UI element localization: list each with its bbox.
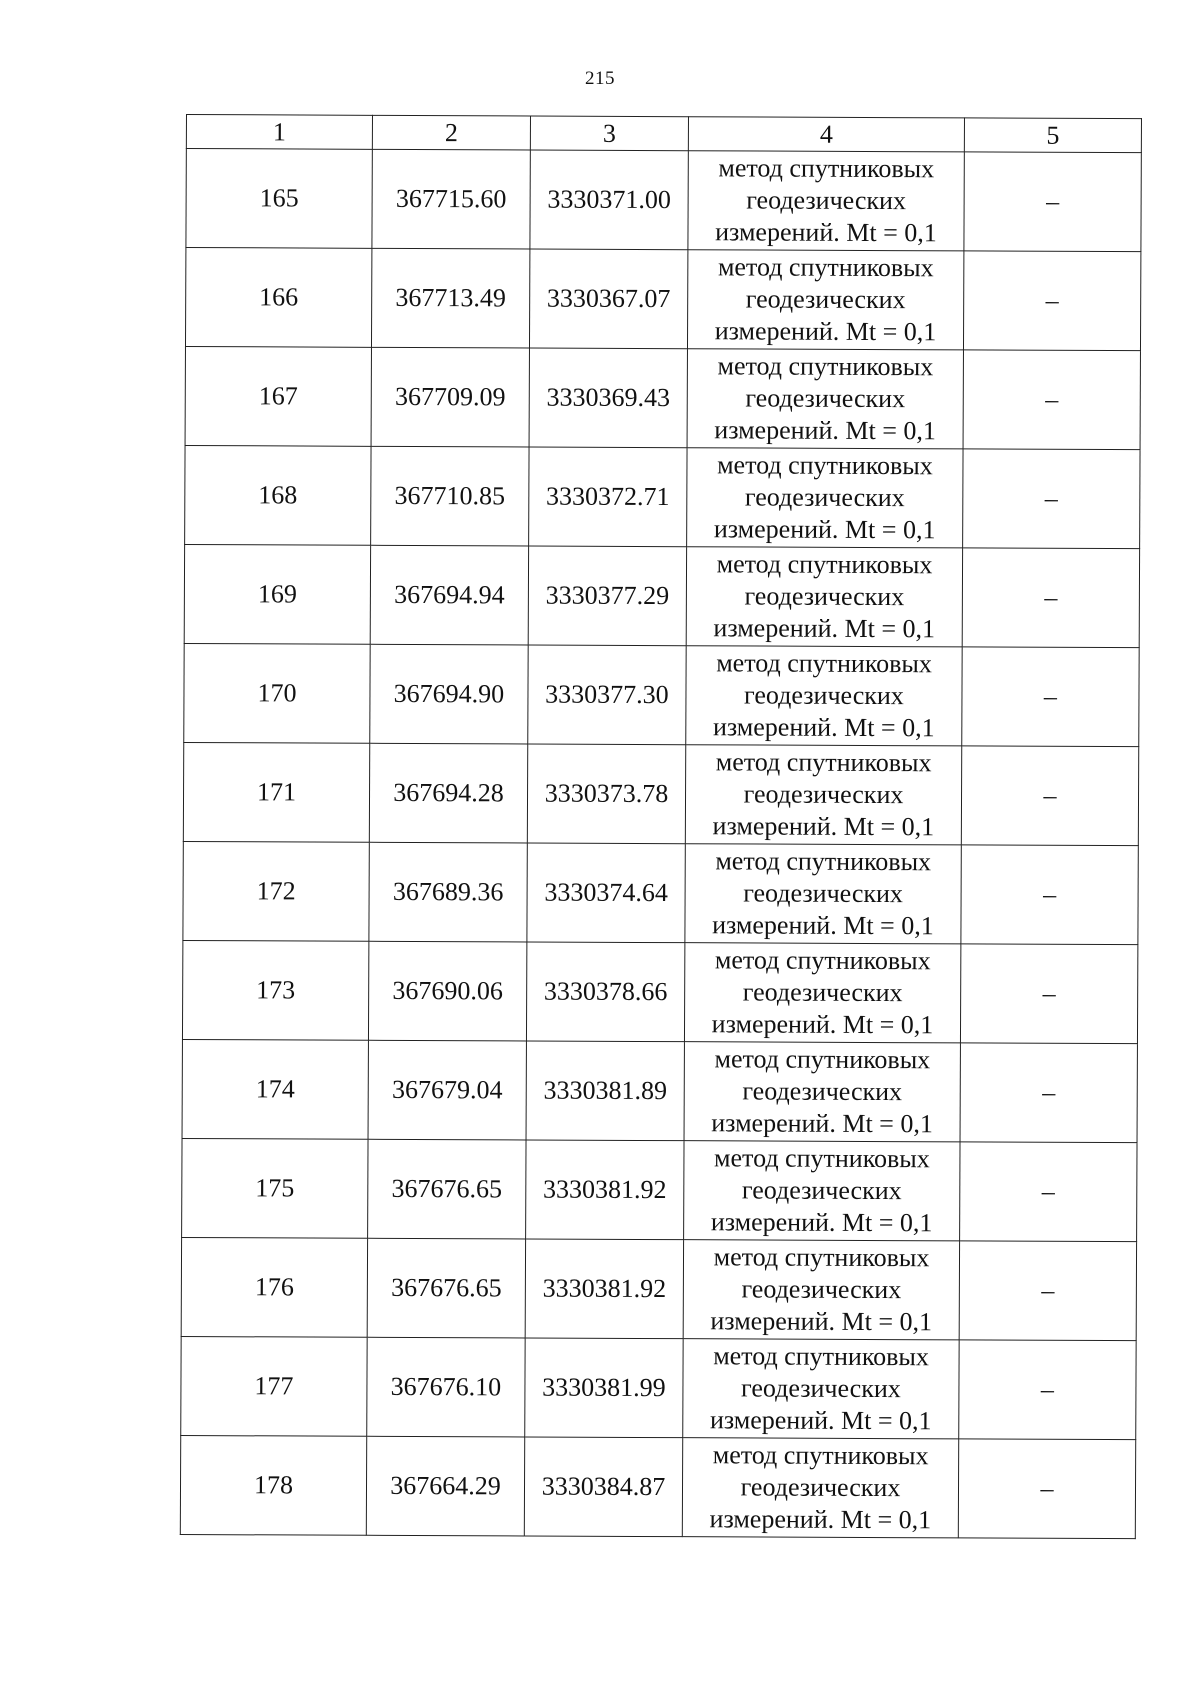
header-col-2: 2 — [372, 115, 530, 150]
note-cell: – — [963, 449, 1140, 549]
y-coordinate-cell: 3330377.29 — [528, 546, 686, 646]
method-line: измерений. Mt = 0,1 — [709, 1504, 932, 1535]
method-cell — [683, 1339, 959, 1439]
table-row — [185, 248, 1140, 351]
method-cell — [688, 151, 964, 251]
method-line: метод спутниковых — [714, 945, 931, 976]
note-cell: – — [958, 1439, 1135, 1539]
note-cell: – — [962, 548, 1139, 648]
method-line: геодезических — [743, 878, 904, 909]
table-row — [181, 1336, 1136, 1439]
method-cell — [684, 1141, 960, 1241]
method-cell — [685, 745, 961, 845]
method-line: геодезических — [745, 383, 906, 414]
note-cell: – — [961, 845, 1138, 945]
method-line: измерений. Mt = 0,1 — [710, 1207, 933, 1238]
table-row — [182, 1138, 1137, 1241]
method-line: геодезических — [743, 779, 904, 810]
header-col-4: 4 — [688, 117, 964, 152]
method-line: геодезических — [742, 1076, 903, 1107]
table-row — [180, 1435, 1135, 1538]
x-coordinate-cell: 367664.29 — [366, 1436, 524, 1536]
x-coordinate-cell: 367715.60 — [372, 149, 530, 249]
note-cell: – — [963, 251, 1140, 351]
method-line: метод спутниковых — [716, 549, 933, 580]
x-coordinate-cell: 367713.49 — [371, 248, 529, 348]
method-line: измерений. Mt = 0,1 — [715, 217, 937, 248]
method-cell — [684, 1042, 960, 1142]
table-row — [183, 742, 1138, 845]
y-coordinate-cell: 3330371.00 — [530, 150, 688, 250]
method-cell — [687, 448, 963, 548]
y-coordinate-cell: 3330377.30 — [528, 645, 686, 745]
method-cell — [682, 1438, 958, 1538]
table-row — [185, 445, 1140, 548]
x-coordinate-cell: 367676.65 — [368, 1139, 526, 1239]
point-number-cell: 170 — [184, 643, 370, 743]
y-coordinate-cell: 3330381.92 — [525, 1239, 683, 1339]
y-coordinate-cell: 3330373.78 — [527, 744, 685, 844]
x-coordinate-cell: 367694.90 — [370, 644, 528, 744]
method-line: геодезических — [746, 185, 907, 216]
point-number-cell: 166 — [185, 248, 371, 348]
note-cell: – — [960, 944, 1137, 1044]
table-row — [185, 346, 1140, 449]
point-number-cell: 169 — [184, 544, 370, 644]
point-number-cell: 176 — [181, 1237, 367, 1337]
method-line: измерений. Mt = 0,1 — [712, 811, 935, 842]
table-body — [180, 149, 1141, 1539]
x-coordinate-cell: 367709.09 — [371, 347, 529, 447]
table-row — [184, 544, 1139, 647]
table-row — [183, 841, 1138, 944]
y-coordinate-cell: 3330381.92 — [526, 1140, 684, 1240]
y-coordinate-cell: 3330384.87 — [524, 1437, 682, 1537]
table-header-row — [186, 115, 1141, 153]
header-col-1: 1 — [186, 115, 372, 150]
table-row — [186, 149, 1141, 252]
note-cell: – — [964, 152, 1141, 252]
method-cell — [684, 943, 960, 1043]
note-cell: – — [960, 1142, 1137, 1242]
x-coordinate-cell: 367676.65 — [367, 1238, 525, 1338]
page-number: 215 — [585, 68, 615, 89]
method-line: метод спутниковых — [717, 252, 934, 283]
method-line: метод спутниковых — [718, 153, 935, 184]
method-cell — [683, 1240, 959, 1340]
method-line: метод спутниковых — [713, 1341, 929, 1372]
method-line: метод спутниковых — [712, 1440, 929, 1471]
method-line: измерений. Mt = 0,1 — [711, 1009, 934, 1040]
method-line: измерений. Mt = 0,1 — [713, 613, 936, 644]
method-line: измерений. Mt = 0,1 — [712, 712, 935, 743]
table-row — [182, 1039, 1137, 1142]
x-coordinate-cell: 367710.85 — [371, 446, 529, 546]
method-line: геодезических — [740, 1472, 901, 1503]
method-line: геодезических — [742, 977, 903, 1008]
note-cell: – — [960, 1043, 1137, 1143]
method-line: геодезических — [744, 482, 905, 513]
coordinates-table — [180, 114, 1142, 1539]
method-line: измерений. Mt = 0,1 — [714, 316, 937, 347]
note-cell: – — [959, 1241, 1136, 1341]
y-coordinate-cell: 3330367.07 — [529, 249, 687, 349]
x-coordinate-cell: 367689.36 — [369, 842, 527, 942]
method-cell — [686, 547, 962, 647]
method-line: метод спутниковых — [715, 747, 932, 778]
table-row — [184, 643, 1139, 746]
method-line: измерений. Mt = 0,1 — [714, 415, 936, 446]
method-line: измерений. Mt = 0,1 — [713, 514, 936, 545]
x-coordinate-cell: 367694.28 — [369, 743, 527, 843]
method-line: измерений. Mt = 0,1 — [711, 1108, 933, 1139]
method-cell — [687, 349, 963, 449]
table-row — [181, 1237, 1136, 1340]
note-cell: – — [963, 350, 1140, 450]
point-number-cell: 171 — [183, 742, 369, 842]
point-number-cell: 173 — [182, 940, 368, 1040]
y-coordinate-cell: 3330378.66 — [526, 942, 684, 1042]
table-row — [182, 940, 1137, 1043]
y-coordinate-cell: 3330381.99 — [525, 1338, 683, 1438]
method-line: метод спутниковых — [716, 648, 933, 679]
method-cell — [686, 646, 962, 746]
method-line: измерений. Mt = 0,1 — [710, 1306, 933, 1337]
point-number-cell: 178 — [180, 1435, 366, 1535]
method-cell — [685, 844, 961, 944]
point-number-cell: 165 — [186, 149, 372, 249]
method-line: метод спутниковых — [713, 1242, 930, 1273]
point-number-cell: 168 — [185, 445, 371, 545]
x-coordinate-cell: 367694.94 — [370, 545, 528, 645]
x-coordinate-cell: 367690.06 — [368, 941, 526, 1041]
method-line: метод спутниковых — [714, 1044, 931, 1075]
y-coordinate-cell: 3330372.71 — [529, 447, 687, 547]
method-line: геодезических — [745, 284, 906, 315]
y-coordinate-cell: 3330381.89 — [526, 1041, 684, 1141]
method-line: геодезических — [741, 1373, 901, 1404]
header-col-5: 5 — [964, 118, 1141, 153]
method-line: геодезических — [744, 680, 904, 711]
method-line: измерений. Mt = 0,1 — [712, 910, 934, 941]
method-line: метод спутниковых — [714, 1143, 930, 1174]
note-cell: – — [962, 647, 1139, 747]
note-cell: – — [961, 746, 1138, 846]
point-number-cell: 175 — [182, 1138, 368, 1238]
y-coordinate-cell: 3330374.64 — [527, 843, 685, 943]
method-cell — [687, 250, 963, 350]
point-number-cell: 177 — [181, 1336, 367, 1436]
method-line: геодезических — [744, 581, 905, 612]
point-number-cell: 174 — [182, 1039, 368, 1139]
header-col-3: 3 — [530, 116, 688, 151]
note-cell: – — [959, 1340, 1136, 1440]
x-coordinate-cell: 367676.10 — [367, 1337, 525, 1437]
method-line: геодезических — [741, 1175, 902, 1206]
point-number-cell: 167 — [185, 346, 371, 446]
point-number-cell: 172 — [183, 841, 369, 941]
y-coordinate-cell: 3330369.43 — [529, 348, 687, 448]
method-line: измерений. Mt = 0,1 — [709, 1405, 932, 1436]
method-line: метод спутниковых — [717, 450, 933, 481]
method-line: геодезических — [741, 1274, 902, 1305]
method-line: метод спутниковых — [717, 351, 934, 382]
method-line: метод спутниковых — [715, 846, 932, 877]
x-coordinate-cell: 367679.04 — [368, 1040, 526, 1140]
